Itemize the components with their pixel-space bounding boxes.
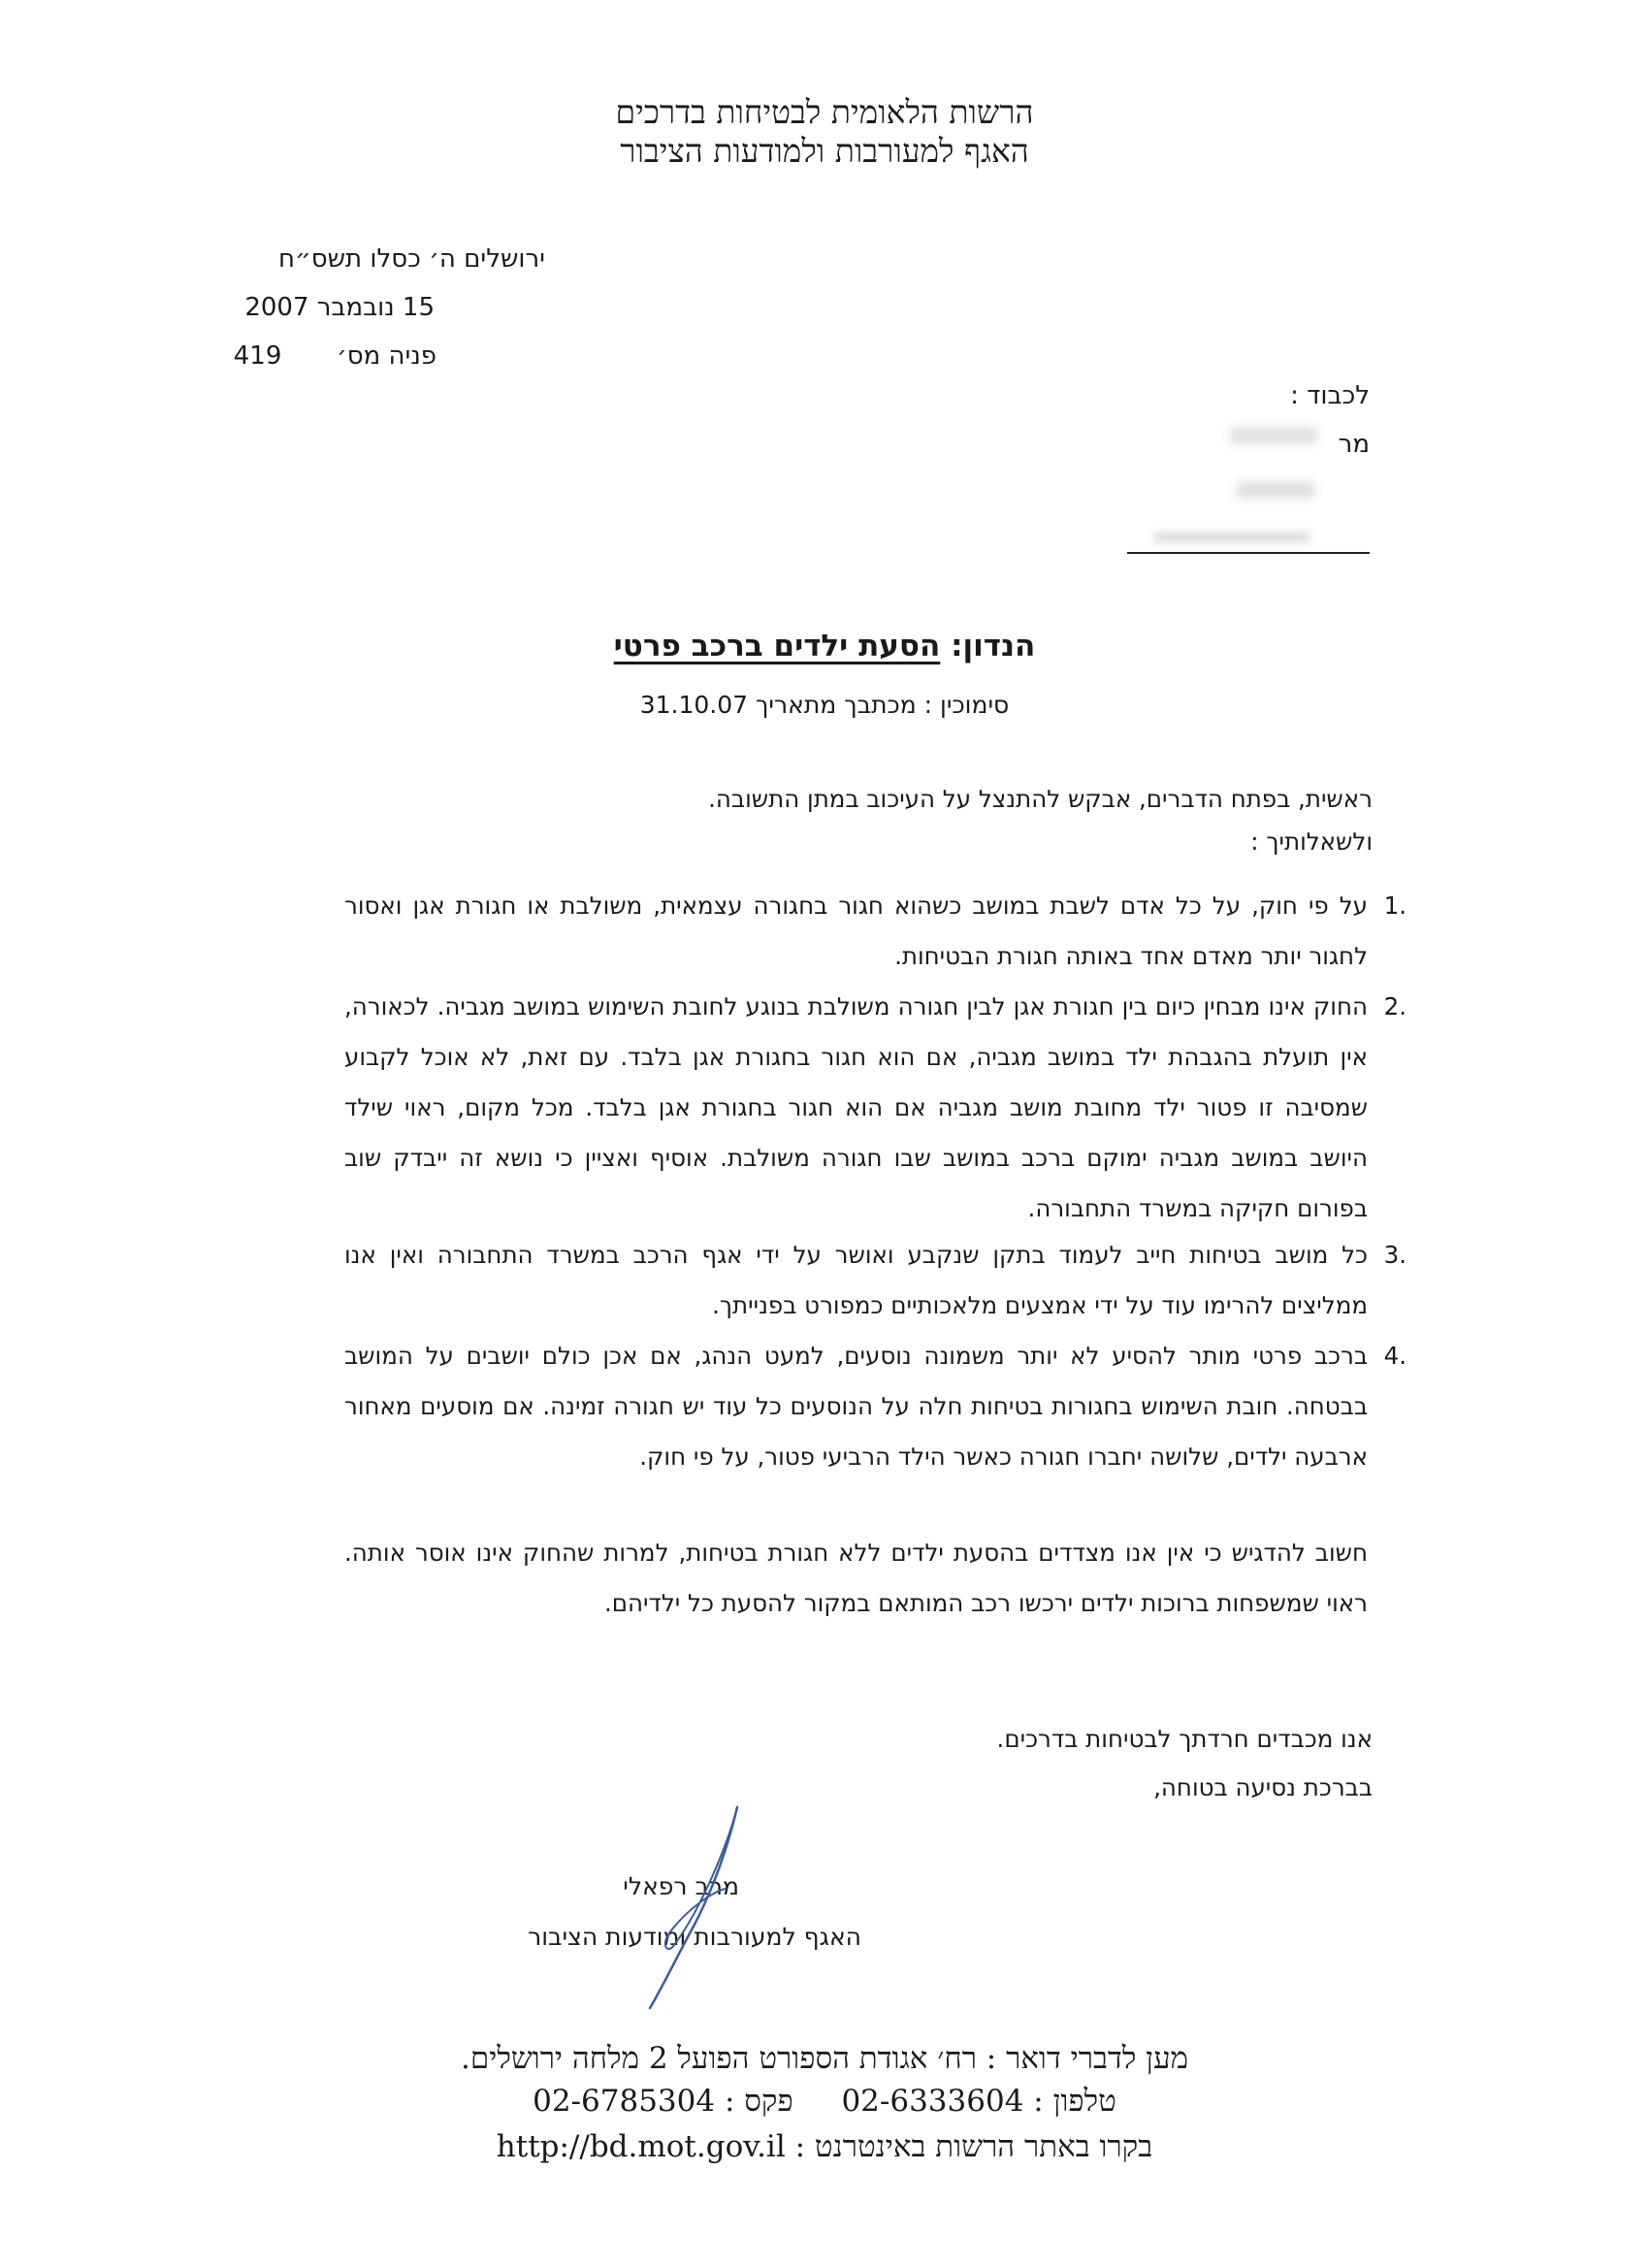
fax-number: 02-6785304: [533, 2084, 716, 2119]
blessing-line: בברכת נסיעה בטוחה,: [1153, 1773, 1373, 1801]
redacted-address-line2: [1154, 532, 1310, 543]
department-name: האגף למעורבות ולמודעות הציבור: [620, 132, 1029, 170]
item-number: .3: [1383, 1241, 1406, 1269]
subject-line: [0, 629, 1649, 664]
website-label: בקרו באתר הרשות באינטרנט :: [794, 2129, 1153, 2164]
list-item: ברכב פרטי מותר להסיע לא יותר משמונה נוסעים, למעט הנהג, אם אכן כולם יושבים על המושב בבטחה. חובת השימוש בחגורות בטיחות חלה על הנוסעים כל עוד יש חגורה זמינה. אם מוסעים מאחור ארבעה ילדים, שלושה יחברו חגורה כאשר הילד הרביעי פטור, על פי חוק.: [344, 1342, 1368, 1471]
signatory-name: מרב רפאלי: [623, 1872, 739, 1900]
footer-address: מען לדברי דואר : רח׳ אגודת הספורט הפועל 2 מלחה ירושלים.: [461, 2041, 1188, 2076]
letterhead: [0, 93, 1649, 171]
questions-lead: ולשאלותיך :: [1250, 827, 1373, 856]
list-item: על פי חוק, על כל אדם לשבת במושב כשהוא חגור בחגורה עצמאית, משולבת או חגורת אגן ואסור לחגור יותר מאדם אחד באותה חגורת הבטיחות.: [344, 891, 1368, 970]
reference-line: [234, 341, 436, 371]
intro-line: ראשית, בפתח הדברים, אבקש להתנצל על העיכוב במתן התשובה.: [708, 785, 1373, 813]
redacted-name: [1230, 427, 1317, 444]
reference-number: 419: [233, 341, 282, 371]
item-number: .1: [1383, 891, 1406, 920]
subject-reference: סימוכין : מכתבך מתאריך 31.10.07: [639, 691, 1010, 719]
authority-name: הרשות הלאומית לבטיחות בדרכים: [615, 93, 1034, 131]
closing-line: אנו מכבדים חרדתך לבטיחות בדרכים.: [996, 1725, 1373, 1753]
item-number: .4: [1383, 1342, 1406, 1370]
recipient-name-prefix: מר: [1338, 430, 1370, 459]
list-item: כל מושב בטיחות חייב לעמוד בתקן שנקבע ואושר על ידי אגף הרכב במשרד התחבורה ואין אנו ממליצים להרימו עוד על ידי אמצעים מלאכותיים כמפורט בפנייתך.: [344, 1241, 1368, 1319]
redacted-address-line1: [1237, 482, 1314, 498]
website-url[interactable]: http://bd.mot.gov.il: [496, 2129, 786, 2164]
subject-title: הסעת ילדים ברכב פרטי: [613, 629, 941, 664]
item-number: .2: [1383, 992, 1406, 1021]
address-underline: [1127, 552, 1370, 554]
phone-number: 02-6333604: [841, 2084, 1024, 2119]
signatory-department: האגף למעורבות ומודעות הציבור: [528, 1923, 861, 1951]
reference-label: פניה מס׳: [336, 341, 436, 371]
recipient-to: לכבוד :: [1290, 381, 1370, 410]
footer-website: [0, 2126, 1649, 2167]
footer-contact: [0, 2081, 1649, 2122]
fax-label: פקס :: [724, 2084, 793, 2119]
list-item: החוק אינו מבחין כיום בין חגורת אגן לבין חגורה משולבת בנוגע לחובת השימוש במושב מגביה. לכאורה, אין תועלת בהגבהת ילד במושב מגביה, אם הוא חגור בחגורת אגן בלבד. עם זאת, לא אוכל לקבוע שמסיבה זו פטור ילד מחובת מושב מגביה אם הוא חגור בחגורת אגן בלבד. מכל מקום, ראוי שילד היושב במושב מגביה ימוקם ברכב במושב שבו חגורה משולבת. אוסיף ואציין כי נושא זה ייבדק שוב בפורום חקיקה במשרד התחבורה.: [344, 992, 1368, 1222]
hebrew-date: ירושלים ה׳ כסלו תשס״ח: [277, 244, 545, 274]
subject-label: הנדון:: [951, 629, 1036, 664]
note-paragraph: חשוב להדגיש כי אין אנו מצדדים בהסעת ילדים ללא חגורת בטיחות, למרות שהחוק אינו אוסר אותה. ראוי שמשפחות ברוכות ילדים ירכשו רכב המותאם במקור להסעת כל ילדיהם.: [344, 1539, 1368, 1617]
phone-label: טלפון :: [1033, 2084, 1116, 2119]
gregorian-date: 15 נובמבר 2007: [244, 293, 435, 322]
handwritten-signature: [621, 1799, 757, 2013]
